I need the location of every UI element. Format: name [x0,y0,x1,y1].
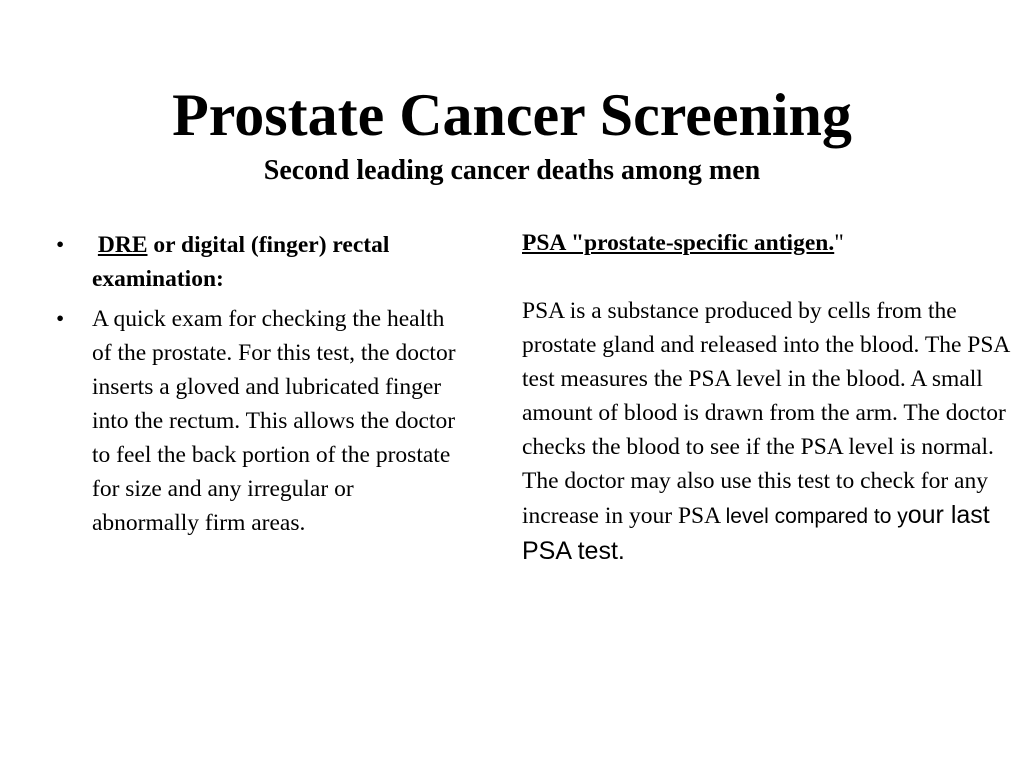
left-column [56,228,456,546]
right-column [522,226,1016,569]
slide-subtitle: Second leading cancer deaths among men [263,155,761,186]
dre-abbreviation: DRE [97,232,148,258]
psa-description-main: PSA is a substance produced by cells from the prostate gland and released into the blood. The PSA test measures the PSA level in the blood. A small amount of blood is drawn from the arm. The doctor checks the blood to see if the PSA level is normal. The doctor may also use this test to check for any increase in your PSA [522,298,1010,529]
psa-heading: PSA "prostate-specific antigen. [522,230,835,256]
psa-heading-suffix: " [834,230,844,256]
spacer [522,260,1016,294]
psa-description-tail-large: our last PSA test. [522,501,990,565]
psa-heading-line [522,226,1016,260]
bullet-dre-description [56,302,456,540]
bullet-marker: • [56,232,65,258]
psa-description [522,294,1016,569]
dre-heading-text: or digital (finger) rectal examination: [92,232,390,292]
bullet-marker: • [56,306,65,332]
bullet-dre-heading [56,228,456,296]
slide-title: Prostate Cancer Screening [172,82,852,148]
dre-description-text: A quick exam for checking the health of the prostate. For this test, the doctor inserts a gloved and lubricated finger into the rectum. This allows the doctor to feel the back portion of the prostate for size and any irregular or abnormally firm areas. [92,306,456,536]
psa-description-tail-small: level compared to y [725,505,908,528]
